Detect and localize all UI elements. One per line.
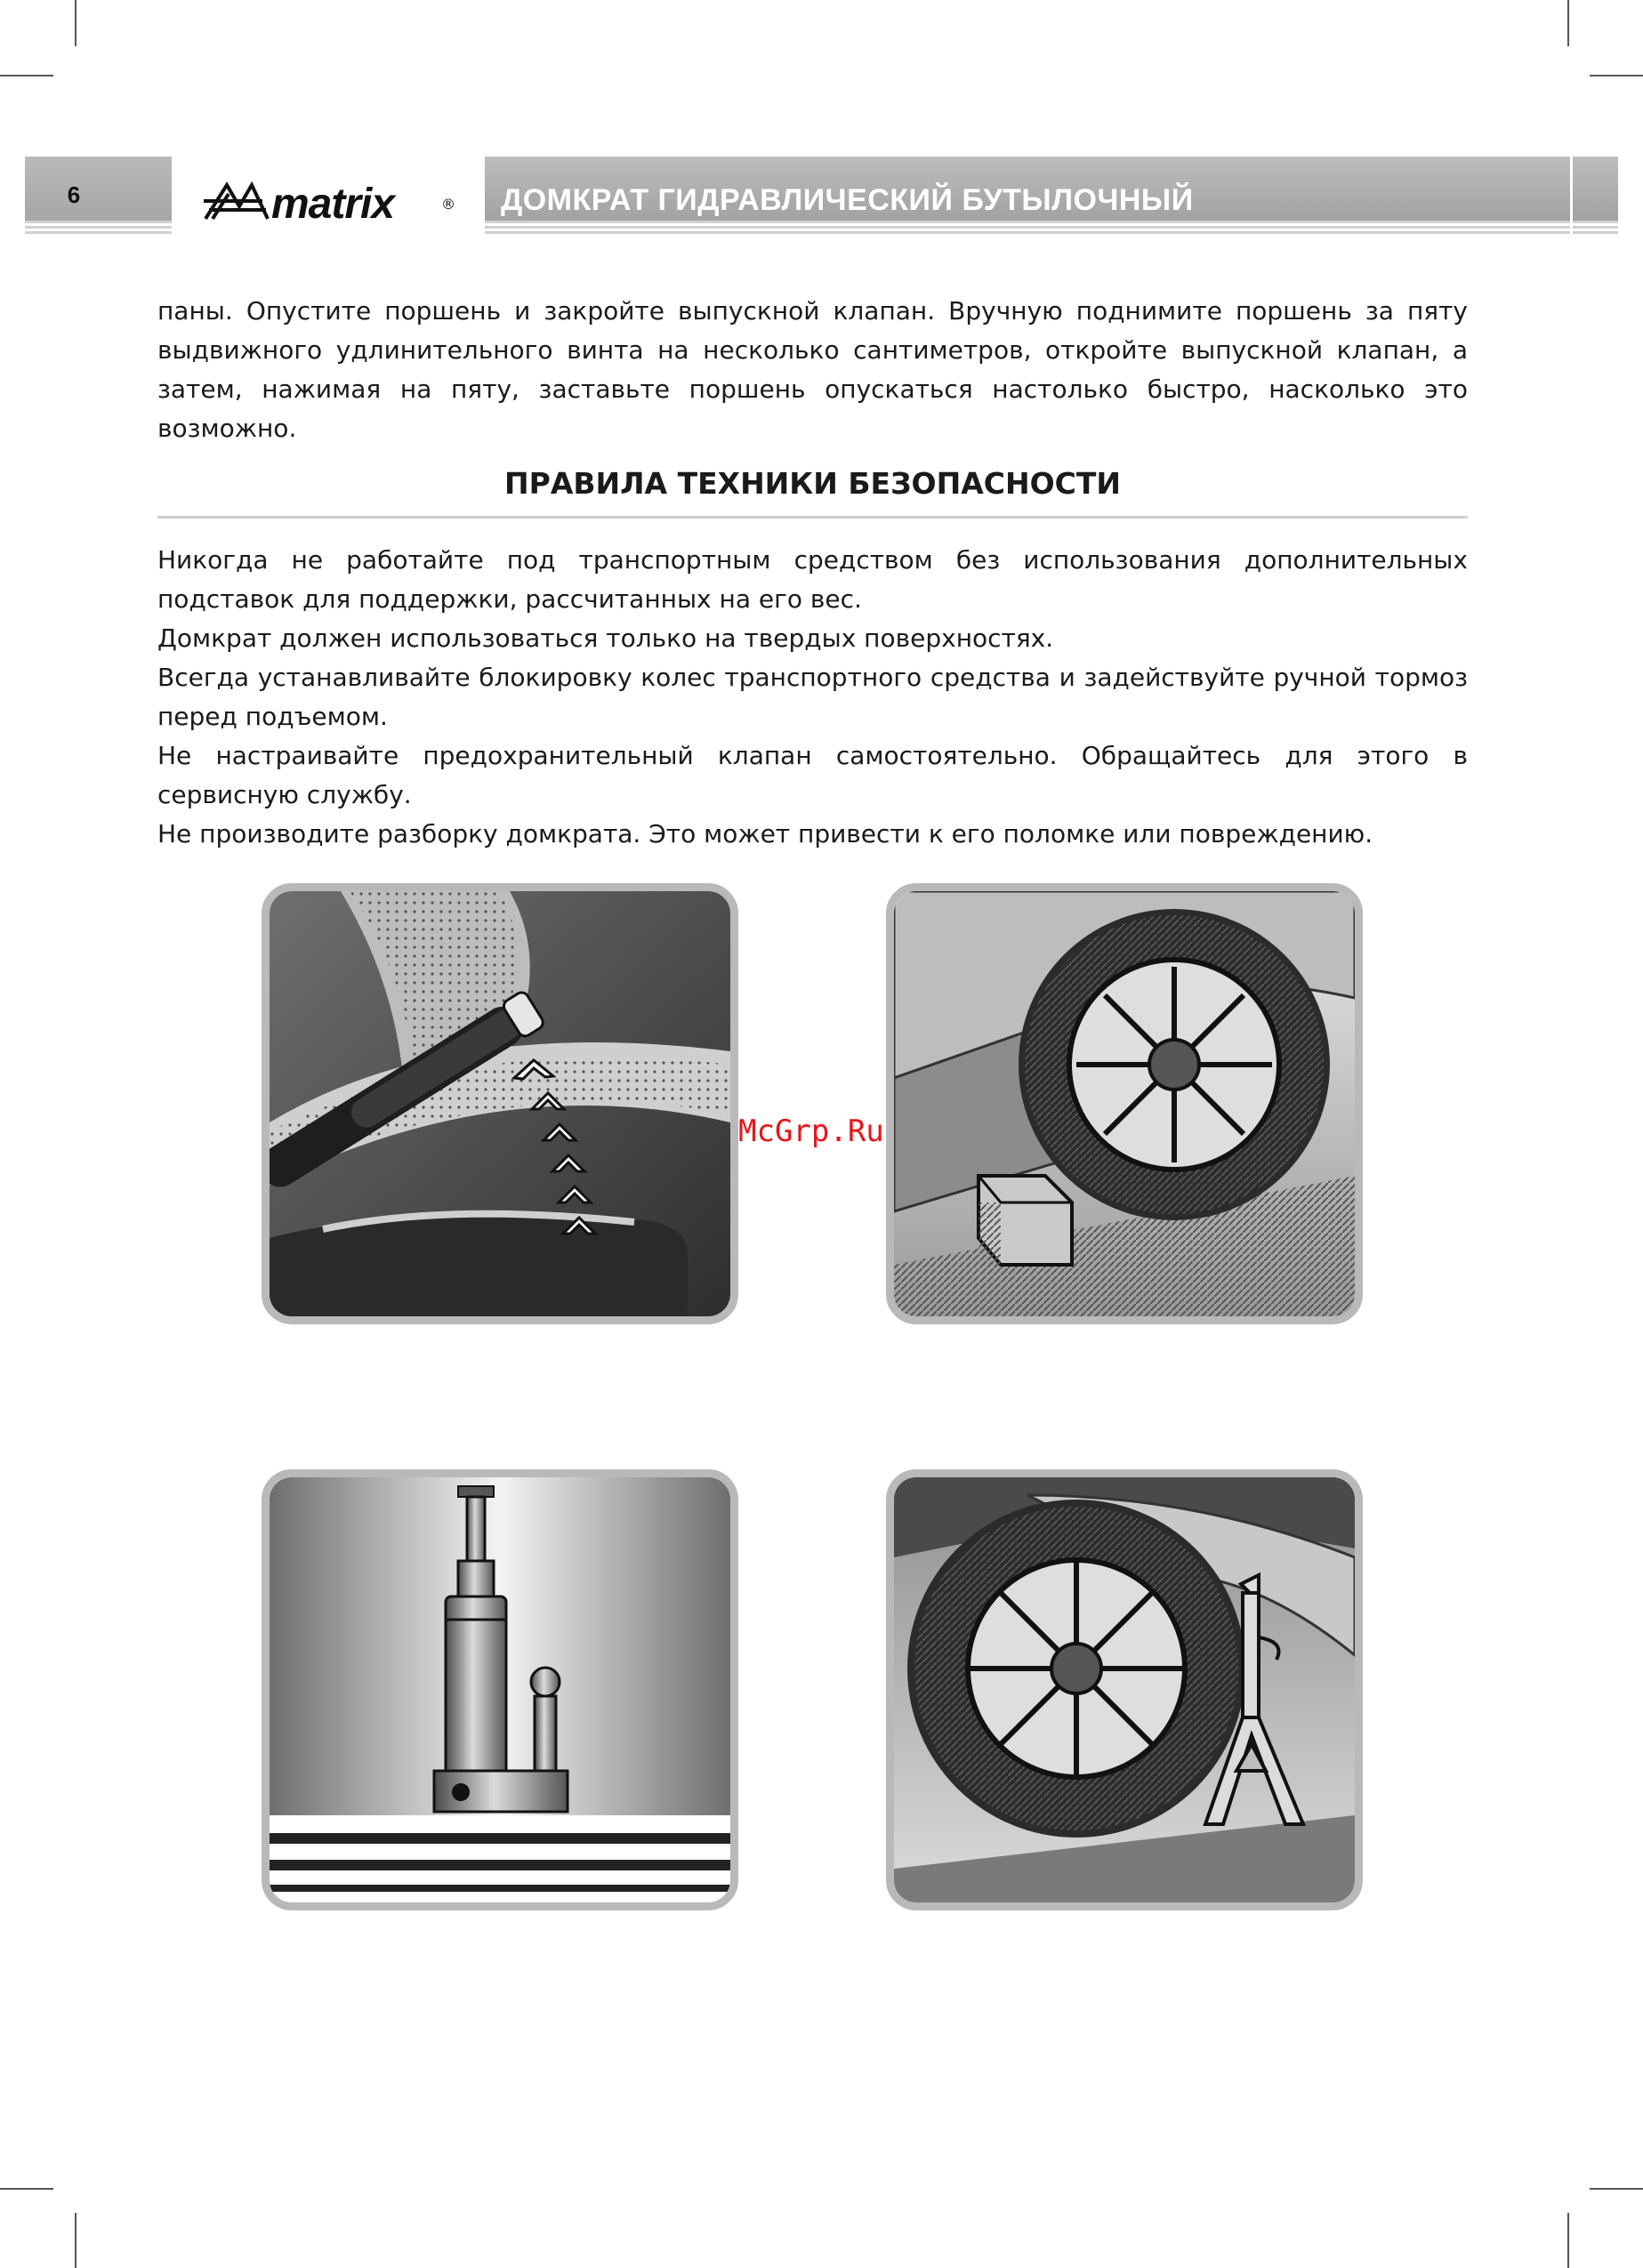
jack-stand-icon [894, 1477, 1355, 1902]
section-divider [157, 516, 1468, 519]
crop-mark [1567, 2213, 1569, 2268]
section-title: ПРАВИЛА ТЕХНИКИ БЕЗОПАСНОСТИ [504, 466, 1121, 501]
page-number: 6 [67, 181, 81, 208]
safety-rule-3: Всегда устанавливайте блокировку колес транспортного средства и задействуйте ручной тормоз перед подъемом. [157, 663, 1468, 731]
figure-bottle-jack [262, 1469, 738, 1910]
header-stripes-left [25, 221, 172, 235]
safety-rule-1: Никогда не работайте под транспортным средством без использования дополнительных подставок для поддержки, рассчитанных на его вес. [157, 545, 1468, 614]
crop-mark [1590, 75, 1643, 76]
intro-paragraph: паны. Опустите поршень и закройте выпускной клапан. Вручную поднимите поршень за пяту выдвижного удлинительного винта на несколько сантиметров, откройте выпускной клапан, а затем, нажимая на пяту, заставьте поршень опускаться настолько быстро, насколько это возможно. [157, 296, 1468, 443]
watermark: McGrp.Ru [738, 1114, 884, 1149]
safety-rule-5: Не производите разборку домкрата. Это может привести к его поломке или повреждению. [157, 819, 1373, 848]
handbrake-icon [270, 891, 730, 1316]
figure-wheel-chock [886, 883, 1363, 1324]
wheel-chock-icon [894, 891, 1355, 1316]
header-title: ДОМКРАТ ГИДРАВЛИЧЕСКИЙ БУТЫЛОЧНЫЙ [501, 183, 1194, 217]
brand-name: matrix [271, 181, 395, 228]
crop-mark [1567, 0, 1569, 46]
header-divider [1570, 157, 1573, 235]
crop-mark [75, 0, 77, 46]
crop-mark [0, 75, 53, 76]
figure-jack-stand [886, 1469, 1363, 1910]
crop-mark [0, 2188, 53, 2190]
crop-mark [75, 2213, 77, 2268]
safety-rule-4: Не настраивайте предохранительный клапан самостоятельно. Обращайтесь для этого в сервисную службу. [157, 741, 1468, 809]
crop-mark [1590, 2188, 1643, 2190]
bottle-jack-icon [270, 1477, 730, 1902]
registered-mark: ® [441, 196, 455, 213]
figure-handbrake [262, 883, 738, 1324]
safety-rule-2: Домкрат должен использоваться только на твердых поверхностях. [157, 623, 1054, 653]
header-stripes [485, 221, 1618, 235]
